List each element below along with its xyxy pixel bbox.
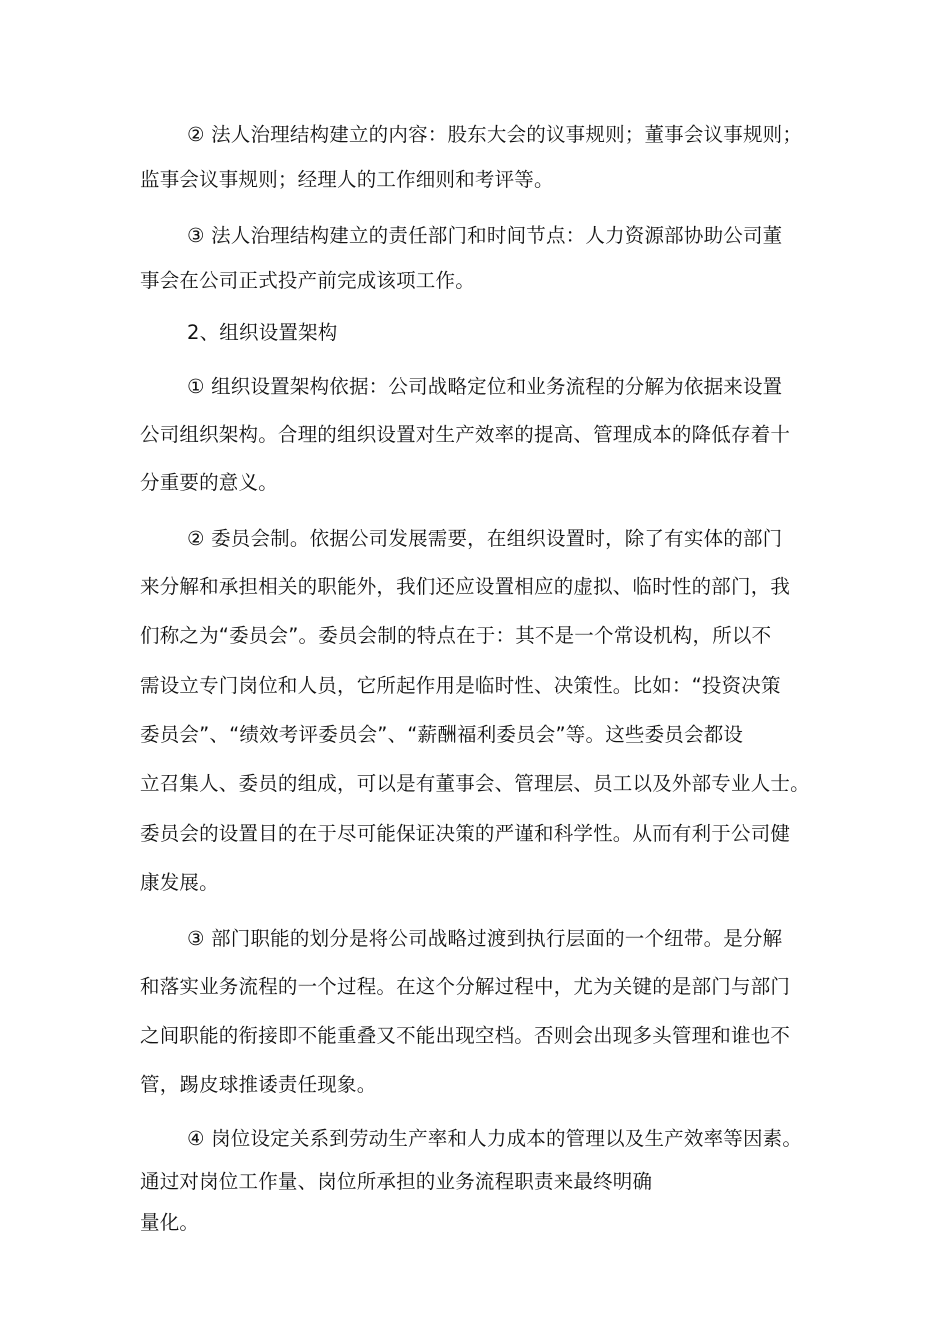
paragraph-department-functions-line-3: 之间职能的衔接即不能重叠又不能出现空档。否则会出现多头管理和谁也不 xyxy=(140,1024,791,1047)
paragraph-department-functions-line-1: ③ 部门职能的划分是将公司战略过渡到执行层面的一个纽带。是分解 xyxy=(187,927,783,950)
paragraph-committee-line-2: 来分解和承担相关的职能外，我们还应设置相应的虚拟、临时性的部门，我 xyxy=(140,575,791,598)
paragraph-committee-line-3: 们称之为“委员会”。委员会制的特点在于：其不是一个常设机构，所以不 xyxy=(140,624,772,647)
paragraph-committee-line-7: 委员会的设置目的在于尽可能保证决策的严谨和科学性。从而有利于公司健 xyxy=(140,822,791,845)
paragraph-org-basis-line-2: 公司组织架构。合理的组织设置对生产效率的提高、管理成本的降低存着十 xyxy=(140,423,791,446)
paragraph-committee-line-6: 立召集人、委员的组成，可以是有董事会、管理层、员工以及外部专业人士。 xyxy=(140,772,810,795)
paragraph-position-setting-line-3: 量化。 xyxy=(140,1211,200,1234)
section-heading-org-structure: 2、组织设置架构 xyxy=(187,321,338,344)
paragraph-governance-content-line-1: ② 法人治理结构建立的内容：股东大会的议事规则；董事会议事规则； xyxy=(187,123,803,146)
paragraph-department-functions-line-2: 和落实业务流程的一个过程。在这个分解过程中，尤为关键的是部门与部门 xyxy=(140,975,791,998)
paragraph-org-basis-line-3: 分重要的意义。 xyxy=(140,471,278,494)
paragraph-governance-responsibility-line-2: 事会在公司正式投产前完成该项工作。 xyxy=(140,269,475,292)
paragraph-position-setting-line-1: ④ 岗位设定关系到劳动生产率和人力成本的管理以及生产效率等因素。 xyxy=(187,1127,803,1150)
paragraph-committee-line-1: ② 委员会制。依据公司发展需要，在组织设置时，除了有实体的部门 xyxy=(187,527,783,550)
paragraph-committee-line-5: 委员会”、“绩效考评委员会”、“薪酬福利委员会”等。这些委员会都设 xyxy=(140,723,744,746)
paragraph-governance-content-line-2: 监事会议事规则；经理人的工作细则和考评等。 xyxy=(140,168,554,191)
paragraph-org-basis-line-1: ① 组织设置架构依据：公司战略定位和业务流程的分解为依据来设置 xyxy=(187,375,783,398)
paragraph-position-setting-line-2: 通过对岗位工作量、岗位所承担的业务流程职责来最终明确 xyxy=(140,1170,653,1193)
paragraph-governance-responsibility-line-1: ③ 法人治理结构建立的责任部门和时间节点：人力资源部协助公司董 xyxy=(187,224,783,247)
paragraph-committee-line-4: 需设立专门岗位和人员，它所起作用是临时性、决策性。比如：“投资决策 xyxy=(140,674,781,697)
paragraph-committee-line-8: 康发展。 xyxy=(140,871,219,894)
paragraph-department-functions-line-4: 管，踢皮球推诿责任现象。 xyxy=(140,1073,377,1096)
